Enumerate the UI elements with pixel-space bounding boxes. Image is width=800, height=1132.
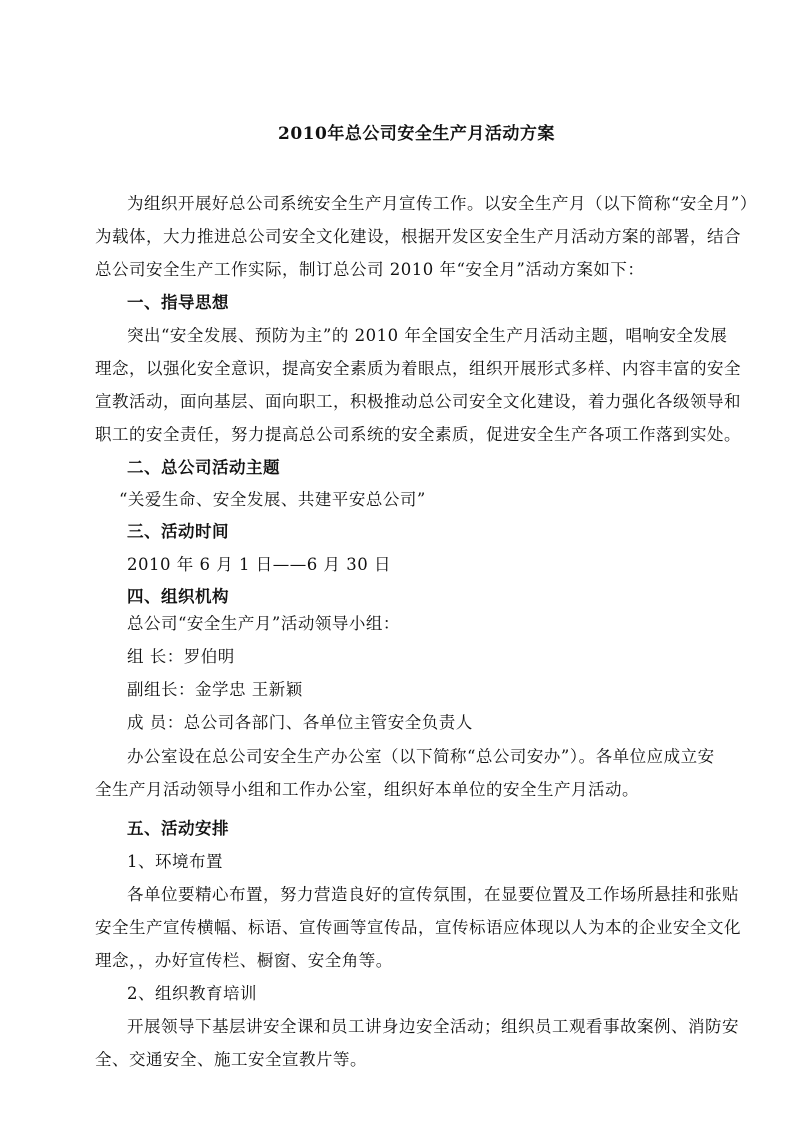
subsection-title-training: 2、组织教育培训 (127, 984, 257, 1003)
section-heading-arrangement: 五、活动安排 (127, 819, 229, 838)
paragraph-line: 全、交通安全、施工安全宣教片等。 (95, 1050, 367, 1069)
paragraph-line: 职工的安全责任，努力提高总公司系统的安全素质，促进安全生产各项工作落到实处。 (95, 425, 741, 444)
paragraph-line: 理念，以强化安全意识，提高安全素质为着眼点，组织开展形式多样、内容丰富的安全 (95, 359, 741, 378)
section-heading-theme: 二、总公司活动主题 (127, 458, 280, 477)
activity-time: 2010 年 6 月 1 日——6 月 30 日 (127, 555, 391, 574)
group-leader: 组 长：罗伯明 (127, 647, 235, 666)
paragraph-line: 理念，，办好宣传栏、橱窗、安全角等。 (95, 951, 393, 970)
section-heading-guiding-thought: 一、指导思想 (127, 293, 229, 312)
paragraph-line: 开展领导下基层讲安全课和员工讲身边安全活动；组织员工观看事故案例、消防安 (127, 1017, 739, 1036)
section-heading-time: 三、活动时间 (127, 522, 229, 541)
section-heading-organization: 四、组织机构 (127, 587, 229, 606)
leadership-group-intro: 总公司“安全生产月”活动领导小组： (127, 614, 400, 633)
document-title: 2010年总公司安全生产月活动方案 (278, 124, 555, 144)
deputy-leaders: 副组长：金学忠 王新颖 (127, 680, 303, 699)
group-members: 成 员：总公司各部门、各单位主管安全负责人 (127, 713, 473, 732)
office-line: 办公室设在总公司安全生产办公室（以下简称“总公司安办”）。各单位应成立安 (127, 747, 715, 766)
paragraph-line: 突出“安全发展、预防为主”的 2010 年全国安全生产月活动主题，唱响安全发展 (127, 326, 728, 345)
subsection-title-environment: 1、环境布置 (127, 852, 223, 871)
intro-line: 为组织开展好总公司系统安全生产月宣传工作。以安全生产月（以下简称“安全月”） (127, 194, 757, 213)
intro-line: 总公司安全生产工作实际，制订总公司 2010 年“安全月”活动方案如下： (95, 260, 645, 279)
office-line: 全生产月活动领导小组和工作办公室，组织好本单位的安全生产月活动。 (95, 780, 639, 799)
paragraph-line: 安全生产宣传横幅、标语、宣传画等宣传品，宣传标语应体现以人为本的企业安全文化 (95, 918, 741, 937)
paragraph-line: 宣教活动，面向基层、面向职工，积极推动总公司安全文化建设，着力强化各级领导和 (95, 392, 741, 411)
activity-theme: “关爱生命、安全发展、共建平安总公司” (119, 490, 426, 509)
paragraph-line: 各单位要精心布置，努力营造良好的宣传氛围，在显要位置及工作场所悬挂和张贴 (127, 885, 739, 904)
intro-line: 为载体，大力推进总公司安全文化建设，根据开发区安全生产月活动方案的部署，结合 (95, 227, 741, 246)
